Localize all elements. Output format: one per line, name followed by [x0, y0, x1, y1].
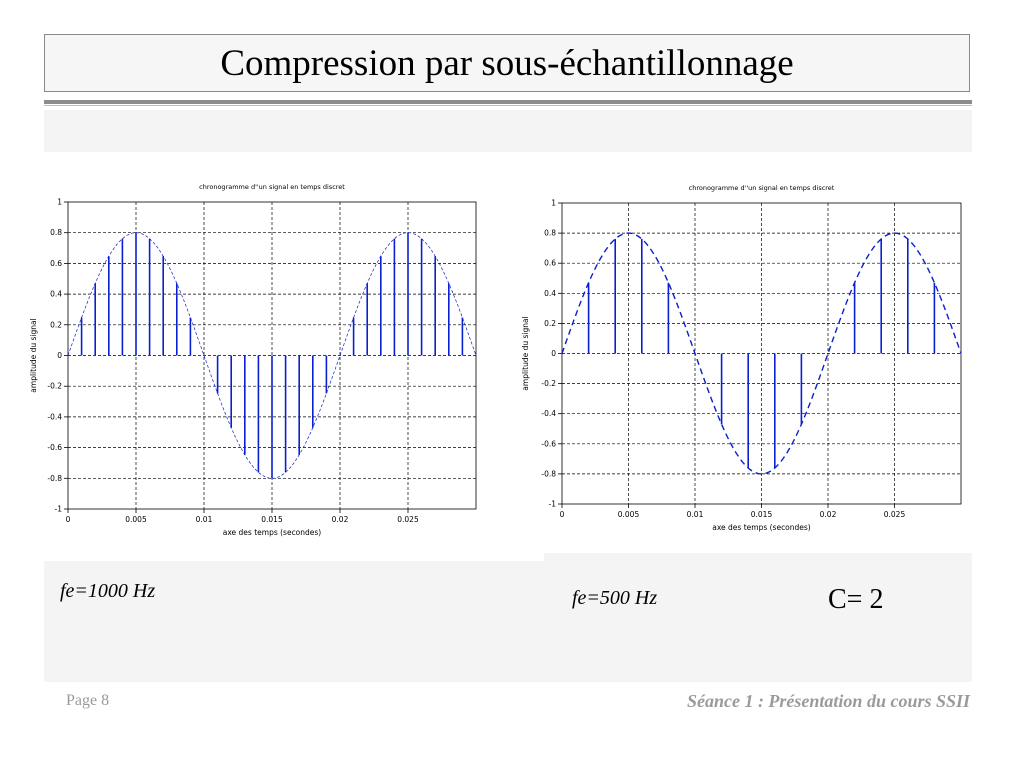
chart-title: chronogramme d''un signal en temps discret: [688, 184, 835, 192]
y-tick-label: 0.8: [544, 228, 556, 238]
chart-svg: [520, 180, 970, 542]
y-tick-label: 0: [551, 349, 556, 358]
chart-fe-1000: [28, 178, 486, 546]
y-tick-label: 1: [551, 198, 556, 208]
top-band: [44, 110, 972, 152]
y-tick-label: 0.4: [50, 289, 62, 299]
x-tick-label: 0: [65, 515, 71, 524]
y-axis-label: amplitude du signal: [29, 318, 38, 393]
y-tick-label: 1: [57, 197, 62, 207]
title-rule: [44, 100, 972, 104]
title-rule-thin: [44, 105, 972, 106]
x-tick-label: 0.01: [686, 510, 704, 519]
y-tick-label: 0: [57, 351, 62, 360]
y-tick-label: 0.2: [544, 318, 556, 328]
x-tick-label: 0.025: [883, 510, 906, 519]
bottom-band: [44, 553, 972, 682]
x-tick-label: 0.02: [331, 515, 349, 524]
x-tick-label: 0.025: [397, 515, 419, 524]
y-tick-label: -0.2: [541, 379, 556, 389]
y-tick-label: -0.6: [47, 443, 62, 453]
y-tick-label: -1: [54, 504, 62, 514]
x-tick-label: 0: [559, 510, 565, 519]
chart-fe-500: [520, 180, 970, 542]
y-tick-label: 0.8: [50, 228, 62, 238]
x-axis-label: axe des temps (secondes): [222, 528, 322, 537]
caption-fe-1000: fe=1000 Hz: [60, 580, 156, 602]
y-axis-label: amplitude du signal: [521, 316, 530, 391]
x-axis-label: axe des temps (secondes): [712, 523, 811, 532]
footer-course: Séance 1 : Présentation du cours SSII: [686, 691, 970, 711]
y-tick-label: 0.4: [544, 288, 556, 298]
y-tick-label: 0.6: [50, 258, 62, 268]
caption-fe-500: fe=500 Hz: [572, 587, 658, 609]
y-tick-label: -0.4: [47, 412, 62, 422]
y-tick-label: -0.6: [541, 439, 556, 449]
y-tick-label: 0.6: [544, 258, 556, 268]
y-tick-label: 0.2: [50, 320, 62, 330]
x-tick-label: 0.02: [819, 510, 837, 519]
slide-title: Compression par sous-échantillonnage: [220, 42, 794, 84]
footer-page: Page 8: [66, 692, 110, 709]
x-tick-label: 0.015: [750, 510, 773, 519]
y-tick-label: -0.2: [47, 381, 62, 391]
x-tick-label: 0.01: [195, 515, 213, 524]
y-tick-label: -0.8: [47, 473, 62, 483]
y-tick-label: -0.8: [541, 469, 556, 479]
chart-bottom-margin: [44, 553, 544, 561]
x-tick-label: 0.015: [261, 515, 283, 524]
chart-title: chronogramme d''un signal en temps discret: [199, 183, 345, 191]
x-tick-label: 0.005: [617, 510, 640, 519]
x-tick-label: 0.005: [125, 515, 147, 524]
compression-ratio: C= 2: [828, 584, 884, 615]
chart-svg: [28, 178, 486, 546]
y-tick-label: -1: [548, 499, 556, 509]
y-tick-label: -0.4: [541, 409, 556, 419]
title-box: [44, 34, 970, 92]
